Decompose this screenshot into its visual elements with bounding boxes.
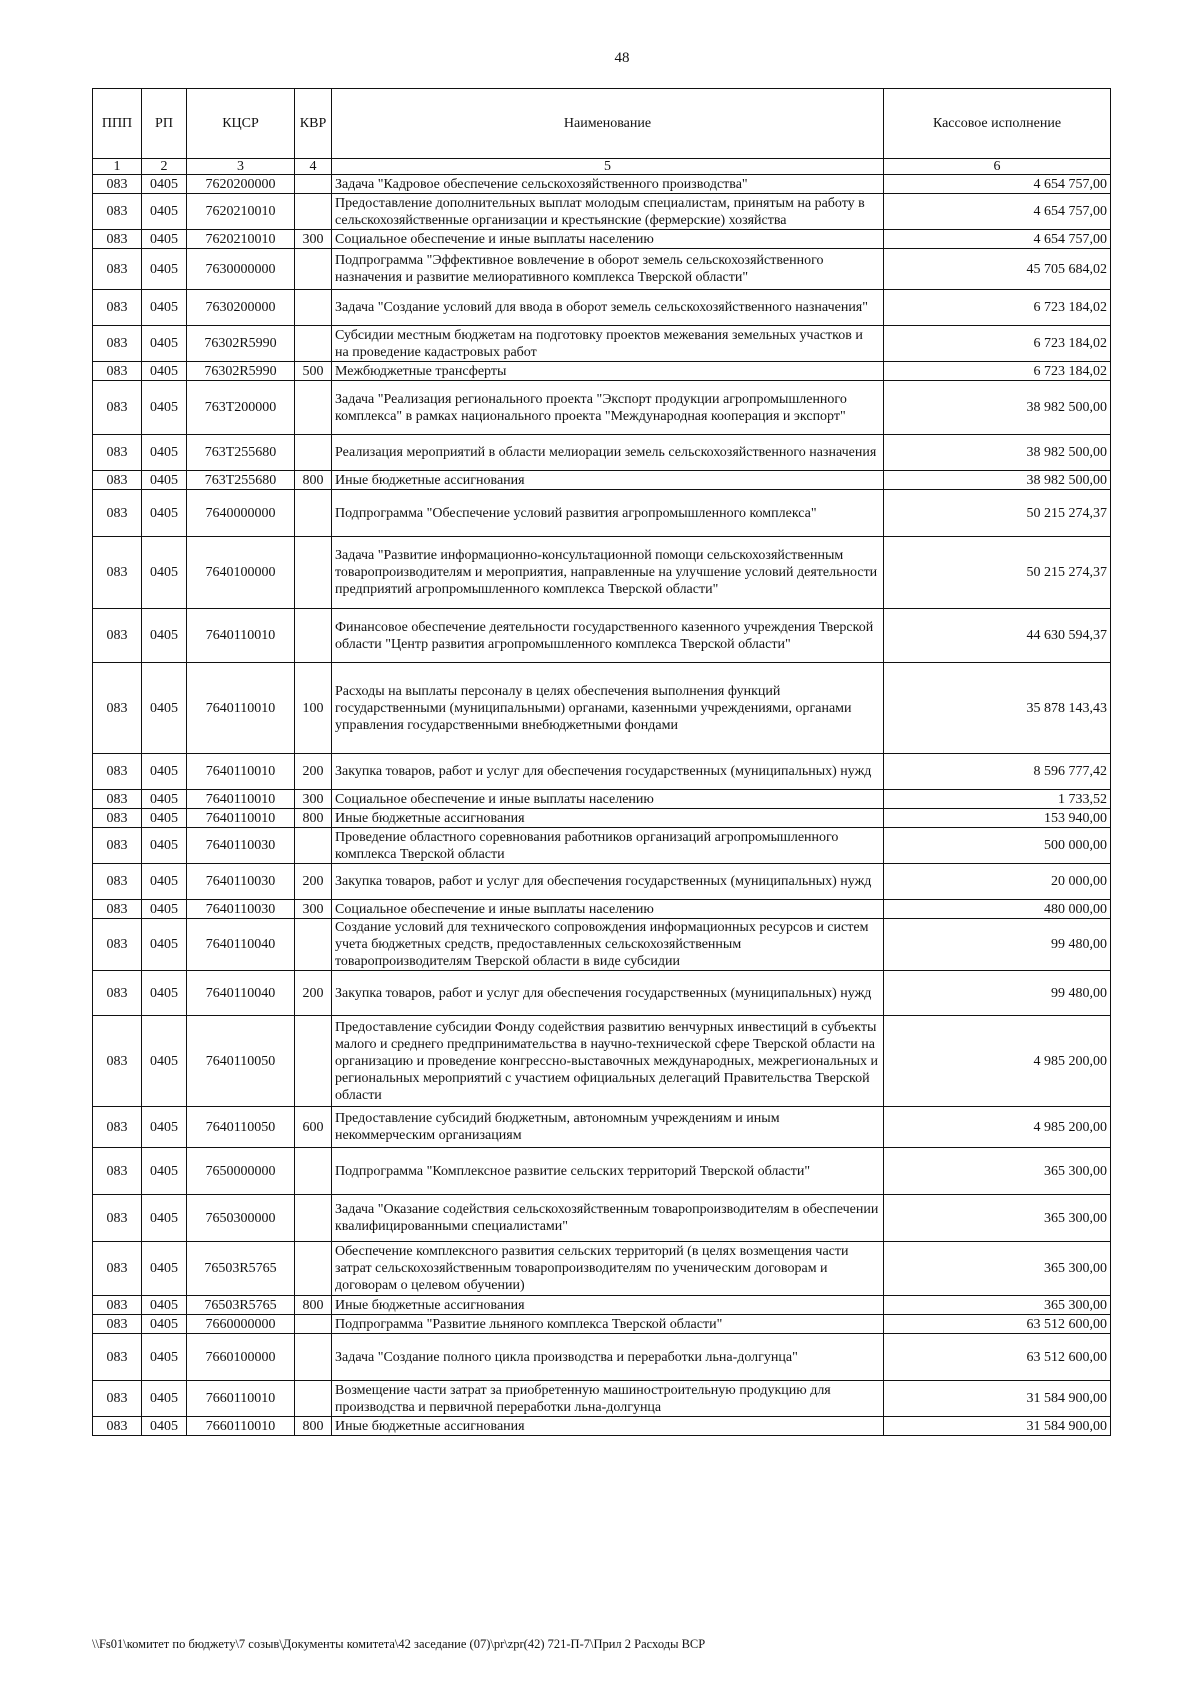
- row-name: Подпрограмма "Развитие льняного комплекса Тверской области": [332, 1315, 884, 1334]
- row-kvr: 200: [295, 864, 332, 900]
- row-rp: 0405: [142, 1381, 187, 1417]
- row-name: Закупка товаров, работ и услуг для обеспечения государственных (муниципальных) нужд: [332, 754, 884, 790]
- row-name: Задача "Оказание содействия сельскохозяйственным товаропроизводителям в обеспечении квалифицированными специалистами": [332, 1195, 884, 1242]
- row-amount: 480 000,00: [884, 900, 1111, 919]
- row-name: Проведение областного соревнования работников организаций агропромышленного комплекса Тверской области: [332, 828, 884, 864]
- budget-table: [92, 88, 1111, 1436]
- table-row: [93, 249, 1111, 290]
- row-kcsr: 7660110010: [187, 1381, 295, 1417]
- table-row: [93, 175, 1111, 194]
- row-kvr: [295, 1148, 332, 1195]
- row-name: Иные бюджетные ассигнования: [332, 471, 884, 490]
- row-name: Подпрограмма "Эффективное вовлечение в оборот земель сельскохозяйственного назначения и развитие мелиоративного комплекса Тверской области": [332, 249, 884, 290]
- row-name: Создание условий для технического сопровождения информационных ресурсов и систем учета бюджетных средств, предоставленных сельскохозяйственным товаропроизводителям Тверской области в виде субсидии: [332, 919, 884, 971]
- row-name: Предоставление субсидии Фонду содействия развитию венчурных инвестиций в субъекты малого и среднего предпринимательства в научно-технической сфере Тверской области на организацию и проведение конгрессно-выставочных международных, межрегиональных и региональных мероприятий с участием официальных делегаций Правительства Тверской области: [332, 1016, 884, 1107]
- table-row: [93, 828, 1111, 864]
- row-ppp: 083: [93, 971, 142, 1016]
- row-kvr: 800: [295, 1417, 332, 1436]
- row-ppp: 083: [93, 1195, 142, 1242]
- header-ppp: ППП: [93, 89, 142, 159]
- table-row: [93, 1315, 1111, 1334]
- table-row: [93, 1016, 1111, 1107]
- column-number: 4: [295, 159, 332, 175]
- row-name: Реализация мероприятий в области мелиорации земель сельскохозяйственного назначения: [332, 435, 884, 471]
- row-amount: 365 300,00: [884, 1296, 1111, 1315]
- table-row: [93, 1242, 1111, 1296]
- row-name: Социальное обеспечение и иные выплаты населению: [332, 900, 884, 919]
- row-name: Иные бюджетные ассигнования: [332, 1296, 884, 1315]
- column-number: 3: [187, 159, 295, 175]
- row-kcsr: 763T200000: [187, 381, 295, 435]
- row-amount: 1 733,52: [884, 790, 1111, 809]
- column-number: 6: [884, 159, 1111, 175]
- row-amount: 38 982 500,00: [884, 381, 1111, 435]
- row-rp: 0405: [142, 609, 187, 663]
- row-rp: 0405: [142, 230, 187, 249]
- row-kvr: [295, 1242, 332, 1296]
- row-rp: 0405: [142, 828, 187, 864]
- row-name: Закупка товаров, работ и услуг для обеспечения государственных (муниципальных) нужд: [332, 864, 884, 900]
- row-kvr: [295, 919, 332, 971]
- row-amount: 20 000,00: [884, 864, 1111, 900]
- row-ppp: 083: [93, 1315, 142, 1334]
- row-kcsr: 7620210010: [187, 230, 295, 249]
- row-kvr: [295, 175, 332, 194]
- row-kcsr: 7650300000: [187, 1195, 295, 1242]
- row-ppp: 083: [93, 809, 142, 828]
- row-amount: 4 985 200,00: [884, 1016, 1111, 1107]
- row-kcsr: 7640100000: [187, 537, 295, 609]
- row-ppp: 083: [93, 381, 142, 435]
- row-kcsr: 7640110010: [187, 663, 295, 754]
- row-kcsr: 7640110010: [187, 609, 295, 663]
- row-amount: 6 723 184,02: [884, 290, 1111, 326]
- row-kvr: 800: [295, 809, 332, 828]
- table-row: [93, 663, 1111, 754]
- row-kvr: 600: [295, 1107, 332, 1148]
- row-ppp: 083: [93, 919, 142, 971]
- row-ppp: 083: [93, 900, 142, 919]
- table-row: [93, 864, 1111, 900]
- row-kvr: 800: [295, 471, 332, 490]
- table-row: [93, 1107, 1111, 1148]
- row-kcsr: 7640110010: [187, 809, 295, 828]
- row-kcsr: 7620200000: [187, 175, 295, 194]
- row-kvr: [295, 326, 332, 362]
- row-kcsr: 7660000000: [187, 1315, 295, 1334]
- row-kcsr: 7640110030: [187, 900, 295, 919]
- row-rp: 0405: [142, 326, 187, 362]
- row-kvr: [295, 381, 332, 435]
- header-rp: РП: [142, 89, 187, 159]
- row-name: Задача "Реализация регионального проекта "Экспорт продукции агропромышленного комплекса" в рамках национального проекта "Международная кооперация и экспорт": [332, 381, 884, 435]
- row-ppp: 083: [93, 754, 142, 790]
- row-kvr: [295, 1381, 332, 1417]
- page-number: 48: [614, 50, 630, 66]
- row-rp: 0405: [142, 1195, 187, 1242]
- table-row: [93, 490, 1111, 537]
- row-rp: 0405: [142, 537, 187, 609]
- row-ppp: 083: [93, 1334, 142, 1381]
- row-amount: 31 584 900,00: [884, 1417, 1111, 1436]
- row-amount: 365 300,00: [884, 1195, 1111, 1242]
- row-amount: 8 596 777,42: [884, 754, 1111, 790]
- table-row: [93, 754, 1111, 790]
- row-rp: 0405: [142, 362, 187, 381]
- column-number: 1: [93, 159, 142, 175]
- row-amount: 4 654 757,00: [884, 175, 1111, 194]
- row-kcsr: 7620210010: [187, 194, 295, 230]
- row-amount: 365 300,00: [884, 1148, 1111, 1195]
- row-kvr: [295, 1016, 332, 1107]
- column-number: 5: [332, 159, 884, 175]
- row-kvr: [295, 290, 332, 326]
- row-rp: 0405: [142, 1242, 187, 1296]
- table-row: [93, 609, 1111, 663]
- row-kvr: [295, 194, 332, 230]
- row-kcsr: 7660100000: [187, 1334, 295, 1381]
- row-amount: 365 300,00: [884, 1242, 1111, 1296]
- row-amount: 50 215 274,37: [884, 537, 1111, 609]
- row-name: Возмещение части затрат за приобретенную машиностроительную продукцию для производства и первичной переработки льна-долгунца: [332, 1381, 884, 1417]
- row-name: Подпрограмма "Комплексное развитие сельских территорий Тверской области": [332, 1148, 884, 1195]
- row-kcsr: 7640110030: [187, 828, 295, 864]
- row-kvr: [295, 1195, 332, 1242]
- row-name: Задача "Создание полного цикла производства и переработки льна-долгунца": [332, 1334, 884, 1381]
- table-row: [93, 919, 1111, 971]
- table-row: [93, 1195, 1111, 1242]
- row-ppp: 083: [93, 230, 142, 249]
- row-kvr: 300: [295, 790, 332, 809]
- row-rp: 0405: [142, 175, 187, 194]
- row-kvr: [295, 537, 332, 609]
- table-row: [93, 900, 1111, 919]
- row-name: Задача "Развитие информационно-консультационной помощи сельскохозяйственным товаропроизводителям и мероприятия, направленные на улучшение условий деятельности предприятий агропромышленного комплекса Тверской области": [332, 537, 884, 609]
- row-kvr: [295, 828, 332, 864]
- row-amount: 31 584 900,00: [884, 1381, 1111, 1417]
- row-rp: 0405: [142, 1016, 187, 1107]
- row-rp: 0405: [142, 809, 187, 828]
- row-rp: 0405: [142, 919, 187, 971]
- row-kvr: [295, 435, 332, 471]
- row-rp: 0405: [142, 1417, 187, 1436]
- row-kvr: 300: [295, 230, 332, 249]
- row-name: Социальное обеспечение и иные выплаты населению: [332, 230, 884, 249]
- row-kcsr: 76302R5990: [187, 326, 295, 362]
- row-ppp: 083: [93, 864, 142, 900]
- row-amount: 99 480,00: [884, 919, 1111, 971]
- row-name: Задача "Создание условий для ввода в оборот земель сельскохозяйственного назначения": [332, 290, 884, 326]
- row-kvr: 300: [295, 900, 332, 919]
- table-row: [93, 537, 1111, 609]
- row-ppp: 083: [93, 790, 142, 809]
- row-amount: 44 630 594,37: [884, 609, 1111, 663]
- row-ppp: 083: [93, 1016, 142, 1107]
- row-ppp: 083: [93, 1242, 142, 1296]
- row-rp: 0405: [142, 1315, 187, 1334]
- row-amount: 38 982 500,00: [884, 435, 1111, 471]
- table-row: [93, 790, 1111, 809]
- row-kcsr: 7640110040: [187, 919, 295, 971]
- row-ppp: 083: [93, 663, 142, 754]
- row-name: Задача "Кадровое обеспечение сельскохозяйственного производства": [332, 175, 884, 194]
- table-row: [93, 471, 1111, 490]
- row-ppp: 083: [93, 249, 142, 290]
- row-rp: 0405: [142, 194, 187, 230]
- table-row: [93, 435, 1111, 471]
- row-name: Межбюджетные трансферты: [332, 362, 884, 381]
- row-amount: 35 878 143,43: [884, 663, 1111, 754]
- row-rp: 0405: [142, 1334, 187, 1381]
- row-rp: 0405: [142, 435, 187, 471]
- row-name: Расходы на выплаты персоналу в целях обеспечения выполнения функций государственными (муниципальными) органами, казенными учреждениями, органами управления государственными внебюджетными фондами: [332, 663, 884, 754]
- row-ppp: 083: [93, 1107, 142, 1148]
- row-ppp: 083: [93, 194, 142, 230]
- row-rp: 0405: [142, 249, 187, 290]
- row-rp: 0405: [142, 290, 187, 326]
- row-rp: 0405: [142, 864, 187, 900]
- row-rp: 0405: [142, 663, 187, 754]
- row-name: Предоставление дополнительных выплат молодым специалистам, принятым на работу в сельскохозяйственные организации и крестьянские (фермерские) хозяйства: [332, 194, 884, 230]
- header-name: Наименование: [332, 89, 884, 159]
- row-name: Финансовое обеспечение деятельности государственного казенного учреждения Тверской области "Центр развития агропромышленного комплекса Тверской области": [332, 609, 884, 663]
- row-rp: 0405: [142, 1296, 187, 1315]
- row-rp: 0405: [142, 1148, 187, 1195]
- row-kvr: [295, 490, 332, 537]
- row-name: Иные бюджетные ассигнования: [332, 809, 884, 828]
- table-row: [93, 194, 1111, 230]
- row-kcsr: 7660110010: [187, 1417, 295, 1436]
- row-rp: 0405: [142, 790, 187, 809]
- row-ppp: 083: [93, 1148, 142, 1195]
- row-kvr: 800: [295, 1296, 332, 1315]
- row-kvr: [295, 1334, 332, 1381]
- row-rp: 0405: [142, 471, 187, 490]
- row-amount: 45 705 684,02: [884, 249, 1111, 290]
- row-kvr: 200: [295, 971, 332, 1016]
- row-amount: 50 215 274,37: [884, 490, 1111, 537]
- row-amount: 38 982 500,00: [884, 471, 1111, 490]
- row-kvr: [295, 609, 332, 663]
- row-ppp: 083: [93, 537, 142, 609]
- row-ppp: 083: [93, 609, 142, 663]
- table-row: [93, 1148, 1111, 1195]
- row-kcsr: 76302R5990: [187, 362, 295, 381]
- row-kcsr: 76503R5765: [187, 1296, 295, 1315]
- row-kcsr: 7640110050: [187, 1107, 295, 1148]
- row-ppp: 083: [93, 175, 142, 194]
- row-kvr: [295, 249, 332, 290]
- row-kcsr: 7640110030: [187, 864, 295, 900]
- table-row: [93, 230, 1111, 249]
- column-number-row: [93, 159, 1111, 175]
- row-ppp: 083: [93, 435, 142, 471]
- row-kcsr: 7640110040: [187, 971, 295, 1016]
- table-row: [93, 1417, 1111, 1436]
- row-name: Социальное обеспечение и иные выплаты населению: [332, 790, 884, 809]
- row-amount: 153 940,00: [884, 809, 1111, 828]
- row-amount: 500 000,00: [884, 828, 1111, 864]
- row-amount: 4 654 757,00: [884, 194, 1111, 230]
- column-number: 2: [142, 159, 187, 175]
- row-ppp: 083: [93, 1417, 142, 1436]
- row-rp: 0405: [142, 971, 187, 1016]
- row-amount: 99 480,00: [884, 971, 1111, 1016]
- row-name: Иные бюджетные ассигнования: [332, 1417, 884, 1436]
- footer-file-path: \\Fs01\комитет по бюджету\7 созыв\Документы комитета\42 заседание (07)\pr\zpr(42) 721-П-7\Прил 2 Расходы ВСР: [92, 1637, 706, 1651]
- table-row: [93, 809, 1111, 828]
- row-amount: 4 654 757,00: [884, 230, 1111, 249]
- header-amount: Кассовое исполнение: [884, 89, 1111, 159]
- row-kvr: [295, 1315, 332, 1334]
- row-kcsr: 7650000000: [187, 1148, 295, 1195]
- table-row: [93, 290, 1111, 326]
- row-kvr: 200: [295, 754, 332, 790]
- row-amount: 6 723 184,02: [884, 362, 1111, 381]
- row-kvr: 100: [295, 663, 332, 754]
- table-row: [93, 1381, 1111, 1417]
- row-amount: 4 985 200,00: [884, 1107, 1111, 1148]
- row-rp: 0405: [142, 900, 187, 919]
- table-row: [93, 1296, 1111, 1315]
- row-name: Предоставление субсидий бюджетным, автономным учреждениям и иным некоммерческим организациям: [332, 1107, 884, 1148]
- row-ppp: 083: [93, 290, 142, 326]
- row-rp: 0405: [142, 754, 187, 790]
- table-row: [93, 381, 1111, 435]
- table-row: [93, 1334, 1111, 1381]
- row-kcsr: 7640110050: [187, 1016, 295, 1107]
- row-rp: 0405: [142, 490, 187, 537]
- row-kcsr: 763T255680: [187, 435, 295, 471]
- table-row: [93, 362, 1111, 381]
- row-ppp: 083: [93, 1381, 142, 1417]
- header-kcsr: КЦСР: [187, 89, 295, 159]
- row-amount: 6 723 184,02: [884, 326, 1111, 362]
- row-kcsr: 7630200000: [187, 290, 295, 326]
- row-kcsr: 76503R5765: [187, 1242, 295, 1296]
- row-name: Подпрограмма "Обеспечение условий развития агропромышленного комплекса": [332, 490, 884, 537]
- table-header-row: [93, 89, 1111, 159]
- row-ppp: 083: [93, 828, 142, 864]
- row-name: Закупка товаров, работ и услуг для обеспечения государственных (муниципальных) нужд: [332, 971, 884, 1016]
- row-rp: 0405: [142, 1107, 187, 1148]
- row-kvr: 500: [295, 362, 332, 381]
- row-ppp: 083: [93, 471, 142, 490]
- row-kcsr: 7630000000: [187, 249, 295, 290]
- row-kcsr: 7640110010: [187, 790, 295, 809]
- table-row: [93, 971, 1111, 1016]
- row-ppp: 083: [93, 362, 142, 381]
- row-kcsr: 763T255680: [187, 471, 295, 490]
- row-ppp: 083: [93, 326, 142, 362]
- row-amount: 63 512 600,00: [884, 1315, 1111, 1334]
- row-kcsr: 7640000000: [187, 490, 295, 537]
- table-row: [93, 326, 1111, 362]
- row-ppp: 083: [93, 490, 142, 537]
- row-name: Обеспечение комплексного развития сельских территорий (в целях возмещения части затрат сельскохозяйственным товаропроизводителям по ученическим договорам и договорам о целевом обучении): [332, 1242, 884, 1296]
- row-ppp: 083: [93, 1296, 142, 1315]
- row-amount: 63 512 600,00: [884, 1334, 1111, 1381]
- row-kcsr: 7640110010: [187, 754, 295, 790]
- row-rp: 0405: [142, 381, 187, 435]
- header-kvr: КВР: [295, 89, 332, 159]
- row-name: Субсидии местным бюджетам на подготовку проектов межевания земельных участков и на проведение кадастровых работ: [332, 326, 884, 362]
